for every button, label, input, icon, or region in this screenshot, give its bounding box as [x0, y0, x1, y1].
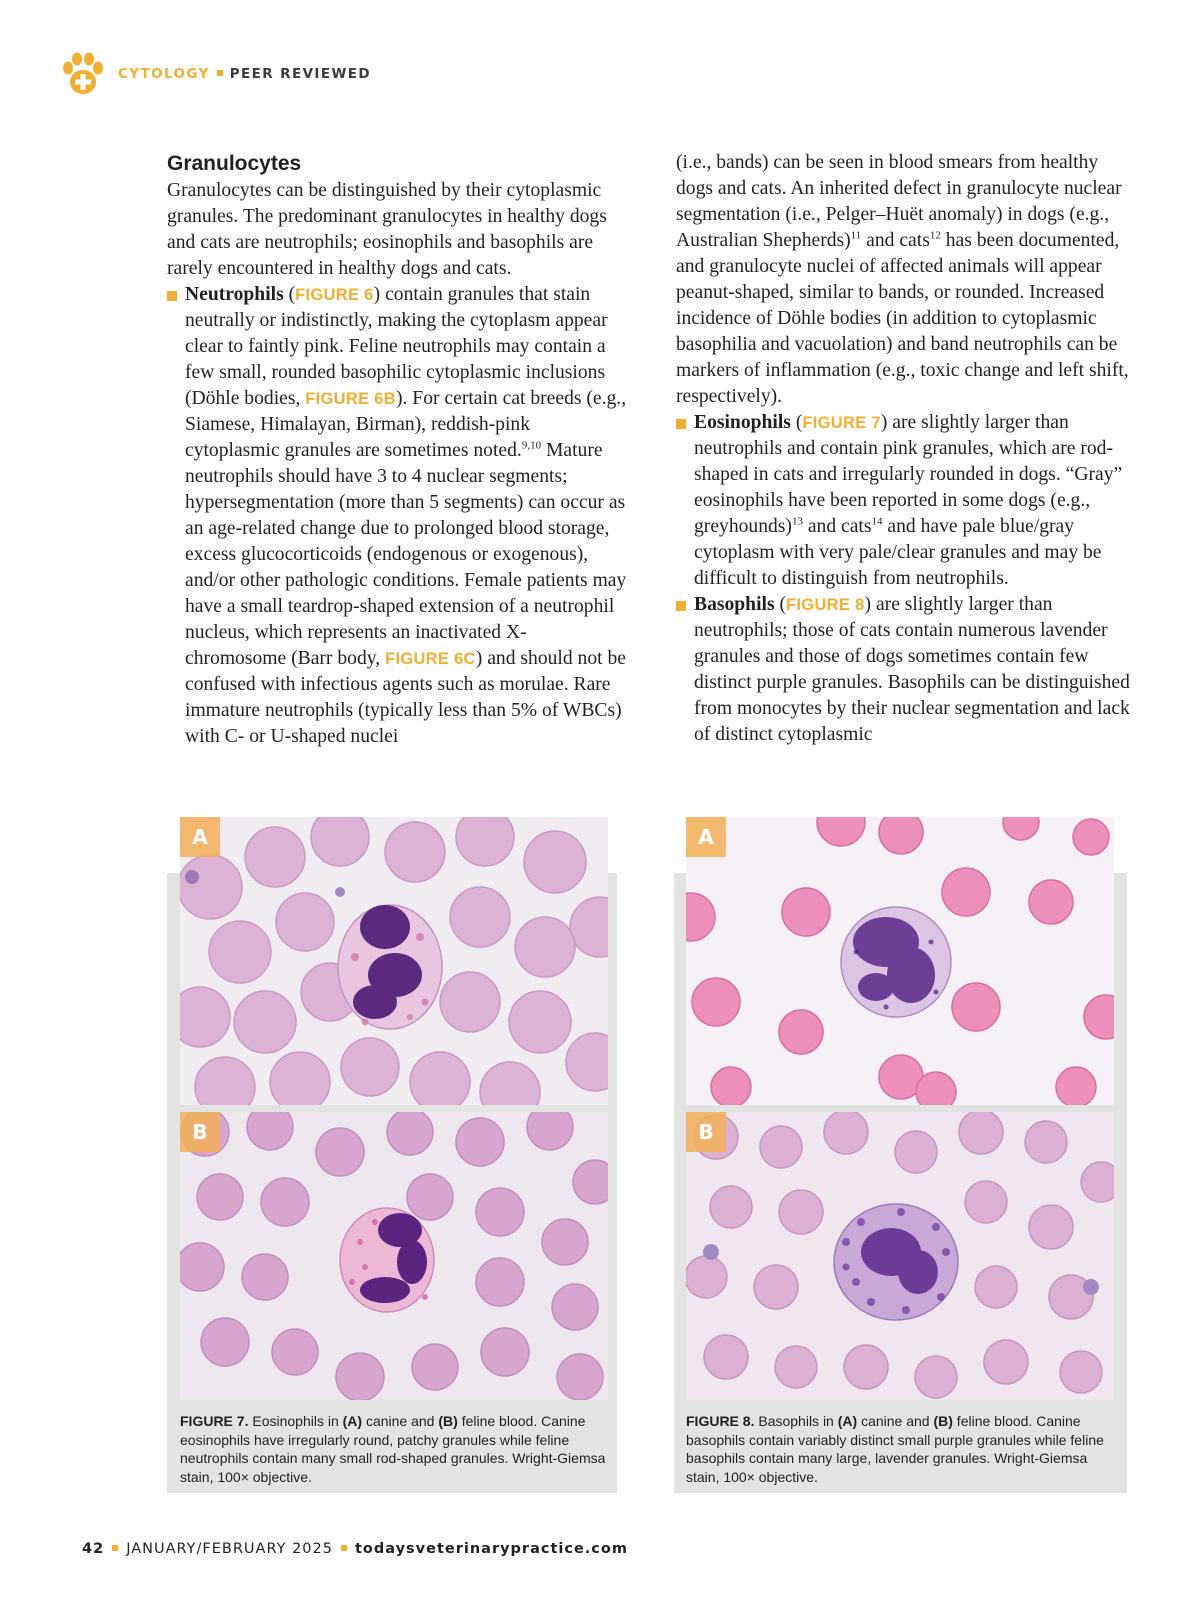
intro-paragraph: Granulocytes can be distinguished by their cytoplasmic granules. The predominant granulocytes in healthy dogs and cats are neutrophils; eosinophils and basophils are rarely encountered in healthy dogs and cats. — [167, 180, 607, 279]
bullet-square — [676, 601, 686, 611]
figure-ref-6[interactable]: FIGURE 6 — [295, 286, 374, 304]
separator-dot — [217, 70, 223, 76]
panel-label-b: B — [686, 1112, 726, 1152]
caption-marker: (A) — [837, 1413, 858, 1429]
body-text: (i.e., bands) can be seen in blood smears from healthy dogs and cats. An inherited defect in granulocyte nuclear segmentation (i.e., Pelger–Huët anomaly) in dogs (e.g., Australian Shepherds) — [676, 152, 1122, 251]
page-header — [60, 52, 371, 96]
continued-paragraph — [676, 150, 1136, 410]
section-kicker — [118, 66, 371, 82]
section-name: CYTOLOGY — [118, 66, 210, 82]
granulocyte-list-continued — [676, 410, 1136, 748]
micrograph-image — [180, 817, 608, 1105]
caption-marker: (B) — [933, 1413, 953, 1429]
body-text: Mature neutrophils should have 3 to 4 nuclear segments; hypersegmentation (more than 5 segments) can occur as an age-related change due to prolonged blood storage, excess glucocorticoids (endogenous or exogenous), and/or other pathologic conditions. Female patients may have a small teardrop-shaped extension of a neutrophil nucleus, which represents an inactivated X-chromosome (Barr body, — [185, 440, 627, 669]
citation: 11 — [850, 229, 862, 242]
body-text: and cats — [861, 230, 930, 251]
micrograph-image — [180, 1112, 608, 1400]
figure-number: FIGURE 7. — [180, 1413, 249, 1429]
caption-text: Basophils in — [754, 1413, 838, 1429]
term-neutrophils: Neutrophils — [185, 284, 284, 305]
right-column — [676, 150, 1136, 748]
section-heading: Granulocytes — [167, 152, 302, 175]
citation: 13 — [791, 515, 803, 528]
granulocyte-list — [167, 282, 627, 750]
term-basophils: Basophils — [694, 594, 775, 615]
figure-7a-micrograph — [180, 817, 608, 1105]
figure-ref-6c[interactable]: FIGURE 6C — [385, 650, 476, 668]
figure-8b-micrograph — [686, 1112, 1114, 1400]
figure-ref-7[interactable]: FIGURE 7 — [802, 414, 881, 432]
citation: 12 — [929, 229, 941, 242]
panel-label-a: A — [180, 817, 220, 857]
article-type: PEER REVIEWED — [229, 66, 371, 82]
body-text: and cats — [802, 516, 872, 537]
panel-label-b: B — [180, 1112, 220, 1152]
body-text: and have pale blue/gray cytoplasm with very pale/clear granules and may be difficult to distinguish from neutrophils. — [694, 516, 1102, 589]
body-text: ) contain granules that stain neutrally or indistinctly, making the cytoplasm appear clear to faintly pink. Feline neutrophils may contain a few small, rounded basophilic cytoplasmic inclusions (Döhle bodies, — [185, 284, 608, 409]
bullet-square — [676, 419, 686, 429]
issue-date: JANUARY/FEBRUARY 2025 — [126, 1541, 333, 1557]
bullet-square — [167, 291, 177, 301]
micrograph-image — [686, 817, 1114, 1105]
caption-text: feline blood. Canine eosinophils have irregularly round, patchy granules while feline neutrophils contain many small rod-shaped granules. Wright-Giemsa stain, 100× objective. — [180, 1413, 606, 1485]
page-footer — [82, 1541, 628, 1557]
caption-marker: (B) — [438, 1413, 458, 1429]
micrograph-image — [686, 1112, 1114, 1400]
website-link[interactable]: todaysveterinarypractice.com — [354, 1541, 628, 1557]
caption-text: canine and — [857, 1413, 934, 1429]
list-item-neutrophils: Neutrophils (FIGURE 6) contain granules that stain neutrally or indistinctly, making the cytoplasm appear clear to faintly pink. Feline neutrophils may contain a few small, rounded basophilic cytoplasmic inclusions (Döhle bodies, FIGURE 6B). For certain cat breeds (e.g., Siamese, Himalayan, Birman), reddish-pink cytoplasmic granules are sometimes noted.$^{9,10}$ Mature neutrophils should have 3 to 4 nuclear segments; hypersegmentation (more than 5 segments) can occur as an age-related change due to prolonged blood storage, excess glucocorticoids (endogenous or exogenous), and/or other pathologic conditions. Female patients may have a small teardrop-shaped extension of a neutrophil nucleus, which represents an inactivated X-chromosome (Barr body, FIGURE 6C) and should not be confused with infectious agents such as morulae. Rare immature neutrophils (typically less than 5% of WBCs) with C- or U-shaped nuclei — [167, 282, 627, 750]
panel-label-a: A — [686, 817, 726, 857]
caption-text: Eosinophils in — [248, 1413, 343, 1429]
list-item-eosinophils: Eosinophils (FIGURE 7) are slightly larger than neutrophils and contain pink granules, which are rod-shaped in cats and irregularly rounded in dogs. “Gray” eosinophils have been reported in some dogs (e.g., greyhounds)$^{13}$ and cats$^{14}$ and have pale blue/gray cytoplasm with very pale/clear granules and may be difficult to distinguish from neutrophils. — [676, 410, 1136, 592]
term-eosinophils: Eosinophils — [694, 412, 791, 433]
separator-dot — [341, 1545, 347, 1551]
separator-dot — [112, 1545, 118, 1551]
body-text: ) are slightly larger than neutrophils; those of cats contain numerous lavender granules and those of dogs sometimes contain few distinct purple granules. Basophils can be distinguished from monocytes by their nuclear segmentation and lack of distinct cytoplasmic — [694, 594, 1130, 745]
body-text: has been documented, and granulocyte nuclei of affected animals will appear peanut-shaped, similar to bands, or rounded. Increased incidence of Döhle bodies (in addition to cytoplasmic basophilia and vacuolation) and band neutrophils can be markers of inflammation (e.g., toxic change and left shift, respectively). — [676, 230, 1129, 407]
figure-number: FIGURE 8. — [686, 1413, 755, 1429]
figure-ref-8[interactable]: FIGURE 8 — [786, 596, 865, 614]
body-text: ) are slightly larger than neutrophils and contain pink granules, which are rod-shaped in cats and irregularly rounded in dogs. “Gray” eosinophils have been reported in some dogs (e.g., greyhounds) — [694, 412, 1123, 537]
body-text: ) and should not be confused with infectious agents such as morulae. Rare immature neutrophils (typically less than 5% of WBCs) with C- or U-shaped nuclei — [185, 648, 626, 747]
figure-7-caption — [180, 1412, 610, 1486]
page-number: 42 — [82, 1541, 105, 1557]
caption-text: feline blood. Canine basophils contain variably distinct small purple granules while feline basophils contain many large, lavender granules. Wright-Giemsa stain, 100× objective. — [686, 1413, 1104, 1485]
citation: 14 — [871, 515, 883, 528]
citation: 9,10 — [521, 439, 542, 452]
list-item-basophils: Basophils (FIGURE 8) are slightly larger than neutrophils; those of cats contain numerous lavender granules and those of dogs sometimes contain few distinct purple granules. Basophils can be distinguished from monocytes by their nuclear segmentation and lack of distinct cytoplasmic — [676, 592, 1136, 748]
figure-ref-6b[interactable]: FIGURE 6B — [305, 390, 396, 408]
paw-cross-icon — [60, 52, 106, 96]
caption-text: canine and — [362, 1413, 439, 1429]
figure-8a-micrograph — [686, 817, 1114, 1105]
figure-7b-micrograph — [180, 1112, 608, 1400]
figure-8-caption — [686, 1412, 1122, 1486]
caption-marker: (A) — [342, 1413, 363, 1429]
body-text: ). For certain cat breeds (e.g., Siamese, Himalayan, Birman), reddish-pink cytoplasmic granules are sometimes noted. — [185, 388, 627, 461]
left-column — [167, 150, 627, 750]
